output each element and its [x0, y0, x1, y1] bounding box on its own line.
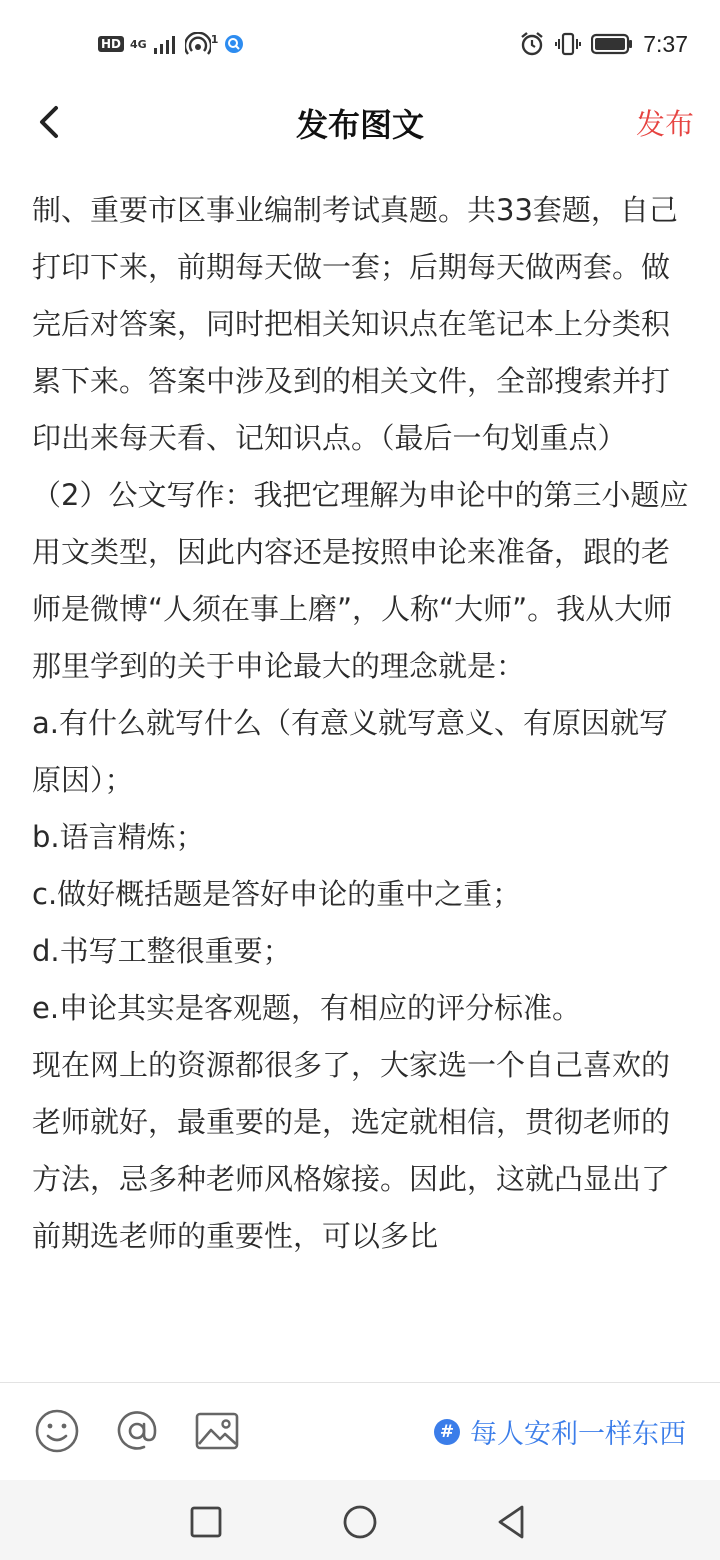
paragraph: 制、重要市区事业编制考试真题。共33套题，自己打印下来，前期每天做一套；后期每天做两套。做完后对答案，同时把相关知识点在笔记本上分类积累下来。答案中涉及到的相关文件，全部搜索并打印出来每天看、记知识点。（最后一句划重点）	[32, 193, 678, 455]
paragraph: e.申论其实是客观题，有相应的评分标准。	[32, 991, 582, 1025]
header	[0, 88, 720, 156]
paragraph: （2）公文写作：我把它理解为申论中的第三小题应用文类型，因此内容还是按照申论来准备，跟的老师是微博“人须在事上磨”，人称“大师”。我从大师那里学到的关于申论最大的理念就是：	[32, 478, 689, 683]
at-icon[interactable]	[111, 1406, 161, 1456]
status-bar	[0, 0, 720, 88]
home-icon[interactable]	[338, 1500, 382, 1544]
image-icon[interactable]	[192, 1406, 242, 1456]
emoji-icon[interactable]	[32, 1406, 82, 1456]
vibrate-icon	[555, 31, 581, 57]
topic-label: 每人安利一样东西	[470, 1419, 686, 1450]
status-left	[98, 30, 244, 58]
paragraph: d.书写工整很重要；	[32, 934, 292, 968]
paragraph: b.语言精炼；	[32, 820, 205, 854]
hash-icon: #	[434, 1419, 460, 1445]
publish-button[interactable]: 发布	[635, 107, 694, 141]
paragraph: 现在网上的资源都很多了，大家选一个自己喜欢的老师就好，最重要的是，选定就相信，贯彻老师的方法，忌多种老师风格嫁接。因此，这就凸显出了前期选老师的重要性，可以多比	[32, 1048, 671, 1253]
hd-badge: HD	[98, 36, 124, 52]
hotspot-icon	[185, 32, 211, 56]
recents-icon[interactable]	[184, 1500, 228, 1544]
alarm-icon	[519, 31, 545, 57]
search-app-icon	[224, 34, 244, 54]
paragraph: a.有什么就写什么（有意义就写意义、有原因就写原因）；	[32, 706, 668, 797]
toolbar-divider	[0, 1382, 720, 1383]
topic-tag[interactable]	[434, 1412, 686, 1451]
back-nav-icon[interactable]	[490, 1500, 534, 1544]
paragraph: c.做好概括题是答好申论的重中之重；	[32, 877, 522, 911]
signal-icon	[153, 33, 179, 55]
navigation-bar	[0, 1480, 720, 1560]
hotspot-count: 1	[210, 32, 219, 46]
editor-toolbar	[0, 1384, 720, 1480]
clock: 7:37	[643, 30, 688, 57]
status-right	[519, 28, 688, 60]
battery-icon	[591, 33, 633, 55]
page-title: 发布图文	[295, 106, 424, 144]
post-editor[interactable]	[32, 182, 696, 1382]
network-type: 4G	[130, 37, 147, 51]
